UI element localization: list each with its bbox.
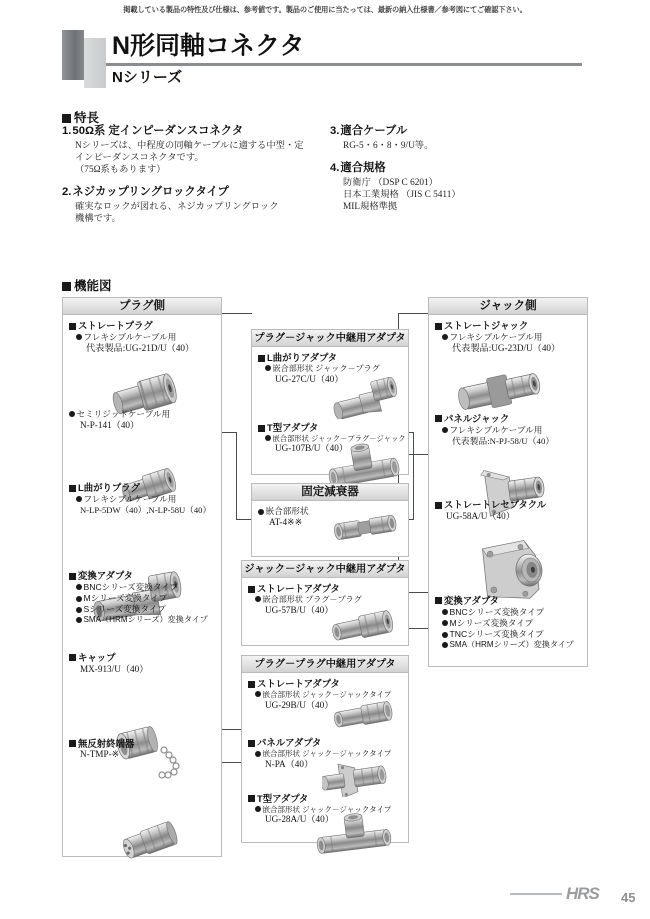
entry-sub: Mシリーズ変換タイプ [76, 593, 215, 604]
features-heading: 特長 [62, 108, 99, 126]
entry-sub: TNCシリーズ変換タイプ [442, 629, 581, 640]
entry-sub: 嵌合部形状 ジャック－ジャックタイプ [255, 749, 402, 759]
disclaimer-text: 掲載している製品の特性及び仕様は、参考値です。製品のご使用に当たっては、最新の納入仕様書／参考図にてご確認下さい。 [123, 5, 527, 14]
plug-side-body [63, 315, 221, 768]
photo-pp-straight-adapter [330, 695, 404, 733]
entry-sub: 嵌合部形状 ジャック－ジャックタイプ [255, 690, 402, 700]
page-title: N形同軸コネクタ [112, 32, 305, 60]
plug-side-box [62, 297, 222, 857]
entry-code: N-TMP-※ [80, 749, 120, 760]
entry-title: 変換アダプタ [435, 595, 581, 607]
entry-sub: フレキシブルケーブル用 [442, 332, 581, 343]
bullet-square-icon [435, 323, 442, 330]
entry-straight-plug [69, 320, 215, 355]
plug-plug-adapter-body [242, 673, 408, 833]
fixed-attenuator-body [252, 501, 408, 536]
bullet-square-icon [69, 573, 76, 580]
feature-4-title: 4.適合規格 [330, 161, 386, 174]
entry-code: 代表製品:N-PJ-58/U（40） [452, 435, 555, 446]
entry-sub: SMA（HRMシリーズ）変換タイプ [76, 615, 215, 626]
entry-title: ストレートアダプタ [248, 583, 402, 595]
entry-l-plug [69, 482, 215, 516]
plug-jack-adapter-box [251, 329, 409, 475]
entry-title: L曲がりアダプタ [258, 352, 402, 364]
bullet-dot-icon [265, 435, 271, 441]
entry-sub: SMA（HRMシリーズ）変換タイプ [442, 640, 581, 651]
bullet-dot-icon [442, 609, 448, 615]
photo-straight-receptacle [475, 539, 567, 603]
connector-line [222, 313, 252, 314]
entry-straight-jack [435, 320, 581, 355]
diagram-heading: 機能図 [62, 276, 112, 294]
entry-sub: 嵌合部形状 ジャック－プラグ－ジャック [265, 434, 402, 443]
plug-plug-adapter-header: プラグ－プラグ中継用アダプタ [242, 656, 408, 673]
bullet-square-icon [248, 681, 255, 688]
feature-3-body: RG-5・6・8・9/U等。 [343, 140, 434, 151]
bullet-dot-icon [255, 806, 261, 812]
bullet-square-icon [435, 502, 442, 509]
bullet-dot-icon [76, 596, 82, 602]
bullet-dot-icon [442, 632, 448, 638]
photo-panel-adapter [322, 757, 402, 797]
jack-jack-adapter-body [242, 578, 408, 624]
bullet-square-icon [435, 597, 442, 604]
entry-code: N-PA（40） [265, 758, 314, 769]
bullet-dot-icon [76, 584, 82, 590]
entry-panel-jack [435, 413, 581, 447]
bullet-dot-icon [442, 334, 448, 340]
jack-jack-adapter-box [241, 560, 409, 646]
bullet-square-icon [435, 415, 442, 422]
feature-3-title: 3.適合ケーブル [330, 125, 408, 137]
footer-divider [510, 893, 562, 895]
jack-side-header: ジャック側 [429, 298, 587, 315]
bullet-dot-icon [69, 411, 75, 417]
page-subtitle: Nシリーズ [112, 69, 183, 86]
entry-sub: BNCシリーズ変換タイプ [76, 582, 215, 593]
bullet-square-icon [248, 740, 255, 747]
photo-straight-adapter [328, 604, 404, 646]
entry-code: N-LP-5DW（40）,N-LP-58U（40） [80, 504, 212, 515]
bullet-square-icon [248, 586, 255, 593]
entry-code: UG-29B/U（40） [265, 699, 334, 710]
plug-plug-adapter-box [241, 655, 409, 843]
photo-l-adapter [330, 377, 406, 419]
feature-1-body: Nシリーズは、中程度の同軸ケーブルに適する中型・定 インピーダンスコネクタです。 （75Ω系もあります） [75, 140, 304, 176]
bullet-square-icon [69, 485, 76, 492]
bullet-dot-icon [255, 691, 261, 697]
entry-code: UG-107B/U（40） [275, 443, 348, 454]
entry-code: UG-28A/U（40） [265, 814, 334, 825]
bullet-square-icon [69, 654, 76, 661]
photo-pp-t-adapter [314, 811, 400, 855]
entry-title: T型アダプタ [248, 793, 402, 805]
bullet-dot-icon [442, 642, 448, 648]
entry-sub: フレキシブルケーブル用 [76, 332, 215, 343]
bullet-square-icon [248, 795, 255, 802]
bullet-dot-icon [255, 751, 261, 757]
entry-title: ストレートジャック [435, 320, 581, 332]
plug-side-header: プラグ側 [63, 298, 221, 315]
entry-code: N-P-141（40） [80, 420, 140, 431]
entry-sub: フレキシブルケーブル用 [442, 425, 581, 436]
entry-sub: フレキシブルケーブル用 [76, 494, 215, 505]
connector-line [221, 432, 237, 433]
bullet-dot-icon [258, 509, 264, 515]
entry-code: UG-58A/U（40） [446, 510, 515, 521]
fixed-attenuator-box [251, 483, 409, 557]
bullet-dot-icon [255, 596, 261, 602]
connector-line [398, 313, 428, 314]
photo-attenuator [330, 507, 406, 545]
feature-2-title: 2.ネジカップリングロックタイプ [62, 186, 229, 199]
bullet-dot-icon [442, 620, 448, 626]
entry-sub: Mシリーズ変換タイプ [442, 618, 581, 629]
entry-jack-conversion-adapter [435, 595, 581, 651]
entry-terminator [69, 738, 215, 762]
entry-semirigid-plug [69, 409, 215, 432]
entry-straight-receptacle [435, 499, 581, 523]
entry-title: パネルジャック [435, 413, 581, 425]
entry-sub: セミリジッドケーブル用 [69, 409, 215, 420]
entry-sub: 嵌合部形状 [258, 506, 402, 517]
photo-terminator [115, 815, 195, 863]
entry-sub: Sシリーズ変換タイプ [76, 604, 215, 615]
connector-line [236, 519, 252, 520]
entry-title: ストレートアダプタ [248, 678, 402, 690]
fixed-attenuator-header: 固定減衰器 [252, 484, 408, 501]
entry-title: ストレートプラグ [69, 320, 215, 332]
jack-jack-adapter-header: ジャック－ジャック中継用アダプタ [242, 561, 408, 578]
entry-title: ストレートレセプタクル [435, 499, 581, 511]
jack-side-box [428, 297, 588, 667]
entry-code: UG-27C/U（40） [275, 374, 344, 385]
entry-title: L曲がりプラグ [69, 482, 215, 494]
entry-sub: 嵌合部形状 ジャック－プラグ [265, 364, 402, 375]
connector-line [236, 432, 237, 520]
bullet-square-icon [258, 425, 265, 432]
jack-side-body [429, 315, 587, 658]
entry-title: パネルアダプタ [248, 737, 402, 749]
photo-straight-jack [455, 363, 555, 417]
bullet-dot-icon [76, 617, 82, 623]
entry-title: キャップ [69, 652, 215, 664]
feature-1-title: 1.50Ω系 定インピーダンスコネクタ [62, 125, 244, 137]
plug-jack-adapter-header: プラグ－ジャック中継用アダプタ [252, 330, 408, 347]
page-number: 45 [621, 890, 636, 905]
entry-conversion-adapter [69, 570, 215, 626]
entry-code: MX-913/U（40） [80, 663, 149, 674]
bullet-dot-icon [265, 365, 271, 371]
entry-code: 代表製品:UG-21D/U（40） [86, 342, 195, 353]
entry-sub: 嵌合部形状 ジャック－ジャックタイプ [255, 805, 402, 815]
entry-sub: 嵌合部形状 プラグ－プラグ [255, 595, 402, 606]
plug-jack-adapter-body [252, 347, 408, 462]
bullet-square-icon [69, 740, 76, 747]
entry-title: 無反射終端器 [69, 738, 215, 750]
bullet-square-icon [69, 323, 76, 330]
connector-line [413, 432, 414, 520]
entry-title: 変換アダプタ [69, 570, 215, 582]
entry-code: 代表製品:UG-23D/U（40） [452, 342, 561, 353]
bullet-dot-icon [76, 607, 82, 613]
bullet-dot-icon [442, 427, 448, 433]
entry-code: UG-57B/U（40） [265, 605, 334, 616]
feature-4-body: 防衛庁 （DSP C 6201） 日本工業規格 （JIS C 5411） MIL規格準拠 [343, 177, 461, 213]
bullet-square-icon [258, 355, 265, 362]
hrs-logo: HRS [566, 884, 599, 903]
bullet-dot-icon [76, 334, 82, 340]
feature-2-body: 確実なロックが図れる、ネジカップリングロック 機構です。 [75, 202, 279, 225]
entry-sub: BNCシリーズ変換タイプ [442, 607, 581, 618]
entry-cap [69, 652, 215, 676]
entry-title: T型アダプタ [258, 422, 402, 434]
bullet-dot-icon [76, 496, 82, 502]
entry-code: AT-4※※ [269, 517, 303, 528]
